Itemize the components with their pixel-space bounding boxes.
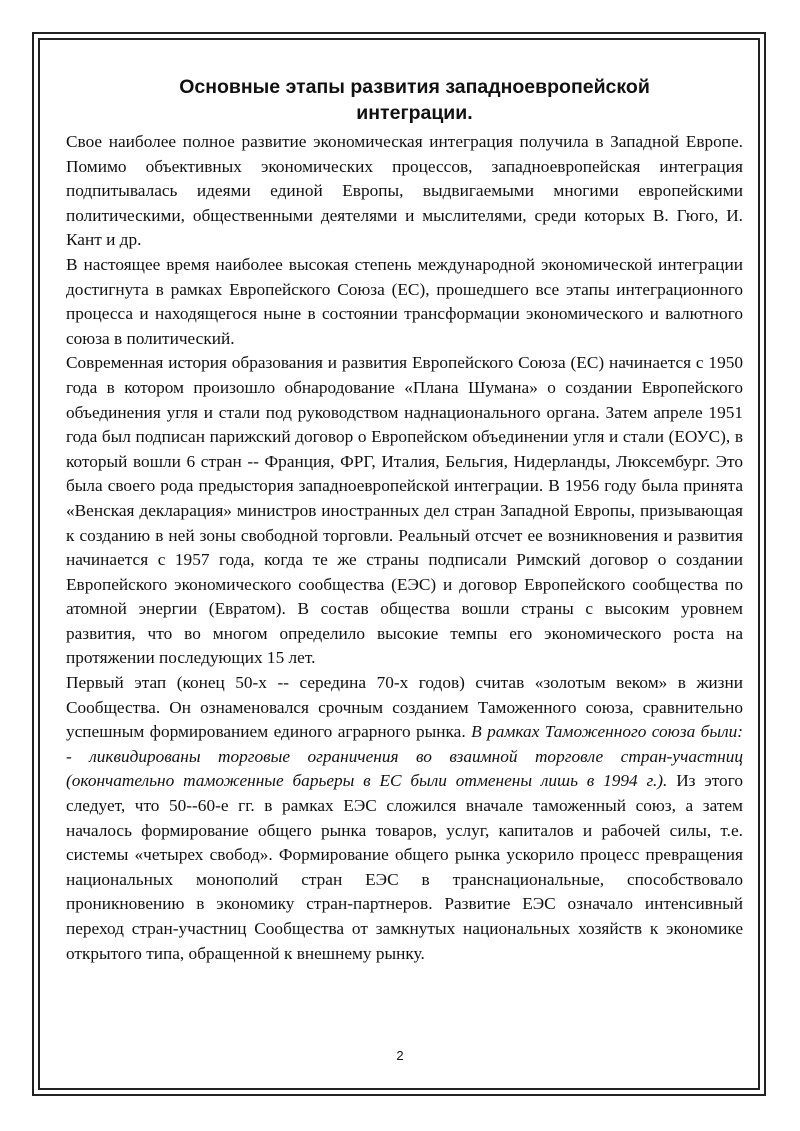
- paragraph-first-stage-italic: В рамках Таможенного союза были: - ликвидированы торговые ограничения во взаимной торговле стран-участниц (окончательно таможенные барьеры в ЕС были отменены лишь в 1994 г.).: [66, 722, 743, 791]
- document-body: [66, 74, 743, 966]
- paragraph-eu-history: Современная история образования и развития Европейского Союза (ЕС) начинается с 1950 года в котором произошло обнародование «Плана Шумана» о создании Европейского объединения угля и стали под руководством наднационального органа. Затем апреле 1951 года был подписан парижский договор о Европейском объединении угля и стали (ЕОУС), в который вошли 6 стран -- Франция, ФРГ, Италия, Бельгия, Нидерланды, Люксембург. Это была своего рода предыстория западноевропейской интеграции. В 1956 году была принята «Венская декларация» министров иностранных дел стран Западной Европы, призывающая к созданию в ней зоны свободной торговли. Реальный отсчет ее возникновения и развития начинается с 1957 года, когда те же страны подписали Римский договор о создании Европейского экономического сообщества (ЕЭС) и договор Европейского сообщества по атомной энергии (Евратом). В состав общества вошли страны с высоким уровнем развития, что во многом определило высокие темпы его экономического роста на протяжении последующих 15 лет.: [66, 353, 743, 668]
- page-number: 2: [396, 1048, 404, 1063]
- paragraph-first-stage-before: Первый этап (конец 50-х -- середина 70-х годов) считав «золотым веком» в жизни Сообщества. Он ознаменовался срочным созданием Таможенного союза, сравнительно успешным формированием единого аграрного рынка.: [66, 673, 743, 742]
- paragraph-first-stage-after: Из этого следует, что 50--60-е гг. в рамках ЕЭС сложился вначале таможенный союз, а затем началось формирование общего рынка товаров, услуг, капиталов и рабочей силы, т.е. системы «четырех свобод». Формирование общего рынка ускорило процесс превращения национальных монополий стран ЕЭС в транснациональные, способствовало проникновению в экономику стран-партнеров. Развитие ЕЭС означало интенсивный переход стран-участниц Сообщества от замкнутых национальных хозяйств к экономике открытого типа, обращенной к внешнему рынку.: [66, 771, 743, 963]
- paragraph-eu-integration: В настоящее время наиболее высокая степень международной экономической интеграции достигнута в рамках Европейского Союза (ЕС), прошедшего все этапы интеграционного процесса и находящегося ныне в состоянии трансформации экономического и валютного союза в политический.: [66, 254, 743, 348]
- paragraph-intro: Свое наиболее полное развитие экономическая интеграция получила в Западной Европе. Помимо объективных экономических процессов, западноевропейская интеграция подпитывалась идеями единой Европы, выдвигаемыми многими европейскими политическими, общественными деятелями и мыслителями, среди которых В. Гюго, И. Кант и др.: [66, 132, 743, 250]
- document-title: Основные этапы развития западноевропейской интеграции.: [179, 76, 650, 124]
- paragraph-first-stage: [66, 671, 743, 966]
